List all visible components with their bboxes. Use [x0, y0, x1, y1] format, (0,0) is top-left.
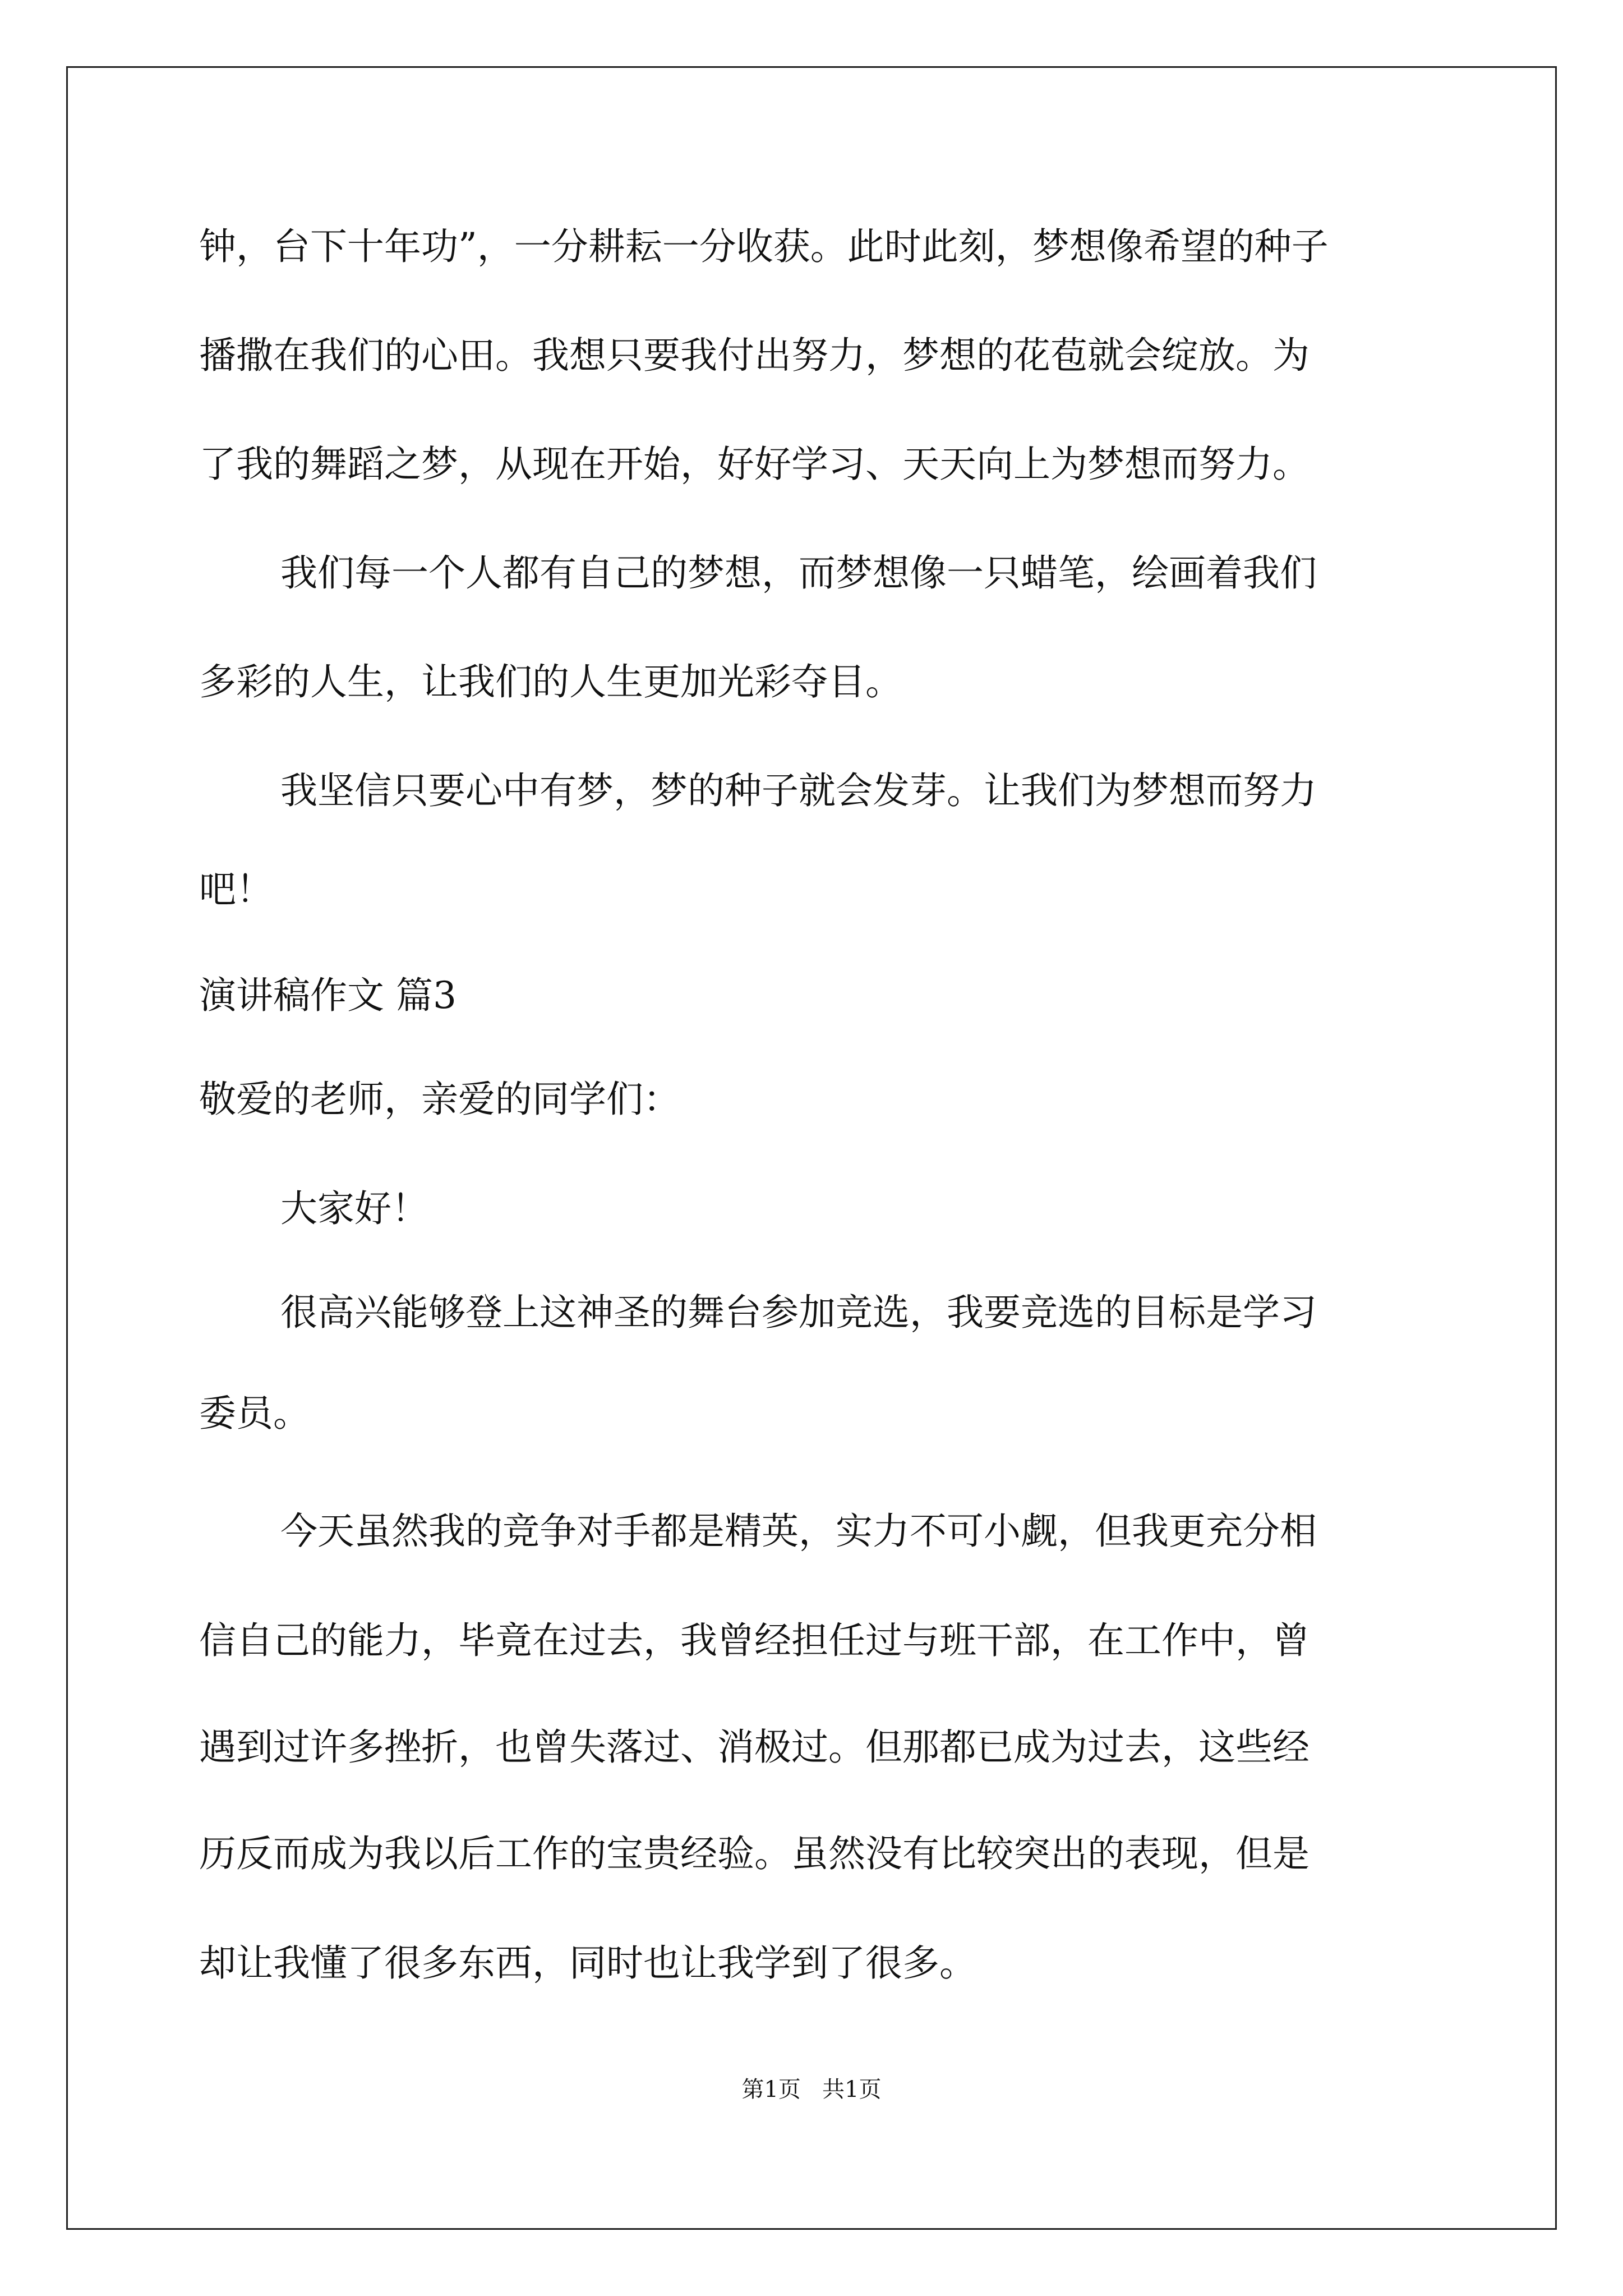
paragraph-line: 钟，台下十年功”，一分耕耘一分收获。此时此刻，梦想像希望的种子 [199, 225, 1329, 268]
salutation: 敬爱的老师，亲爱的同学们： [199, 1078, 680, 1121]
paragraph-line: 了我的舞蹈之梦，从现在开始，好好学习、天天向上为梦想而努力。 [199, 443, 1310, 486]
paragraph-line: 历反而成为我以后工作的宝贵经验。虽然没有比较突出的表现，但是 [199, 1832, 1310, 1875]
paragraph-line: 今天虽然我的竞争对手都是精英，实力不可小觑，但我更充分相 [280, 1510, 1317, 1553]
paragraph-line: 我坚信只要心中有梦，梦的种子就会发芽。让我们为梦想而努力 [280, 769, 1317, 812]
paragraph-line: 遇到过许多挫折，也曾失落过、消极过。但那都已成为过去，这些经 [199, 1726, 1310, 1769]
paragraph-line: 吧！ [199, 868, 273, 911]
page-border [66, 66, 1557, 2230]
paragraph-line: 多彩的人生，让我们的人生更加光彩夺目。 [199, 660, 902, 703]
paragraph-line: 却让我懂了很多东西，同时也让我学到了很多。 [199, 1941, 976, 1985]
paragraph-line: 我们每一个人都有自己的梦想，而梦想像一只蜡笔，绘画着我们 [280, 551, 1317, 595]
section-heading: 演讲稿作文 篇3 [199, 974, 457, 1017]
paragraph-line: 播撒在我们的心田。我想只要我付出努力，梦想的花苞就会绽放。为 [199, 334, 1310, 377]
paragraph-line: 很高兴能够登上这神圣的舞台参加竞选，我要竞选的目标是学习 [280, 1291, 1317, 1334]
paragraph-line: 委员。 [199, 1392, 310, 1435]
greeting: 大家好！ [280, 1187, 428, 1230]
page-number-footer: 第1页 共1页 [741, 2077, 882, 2102]
paragraph-line: 信自己的能力，毕竟在过去，我曾经担任过与班干部，在工作中，曾 [199, 1619, 1310, 1662]
